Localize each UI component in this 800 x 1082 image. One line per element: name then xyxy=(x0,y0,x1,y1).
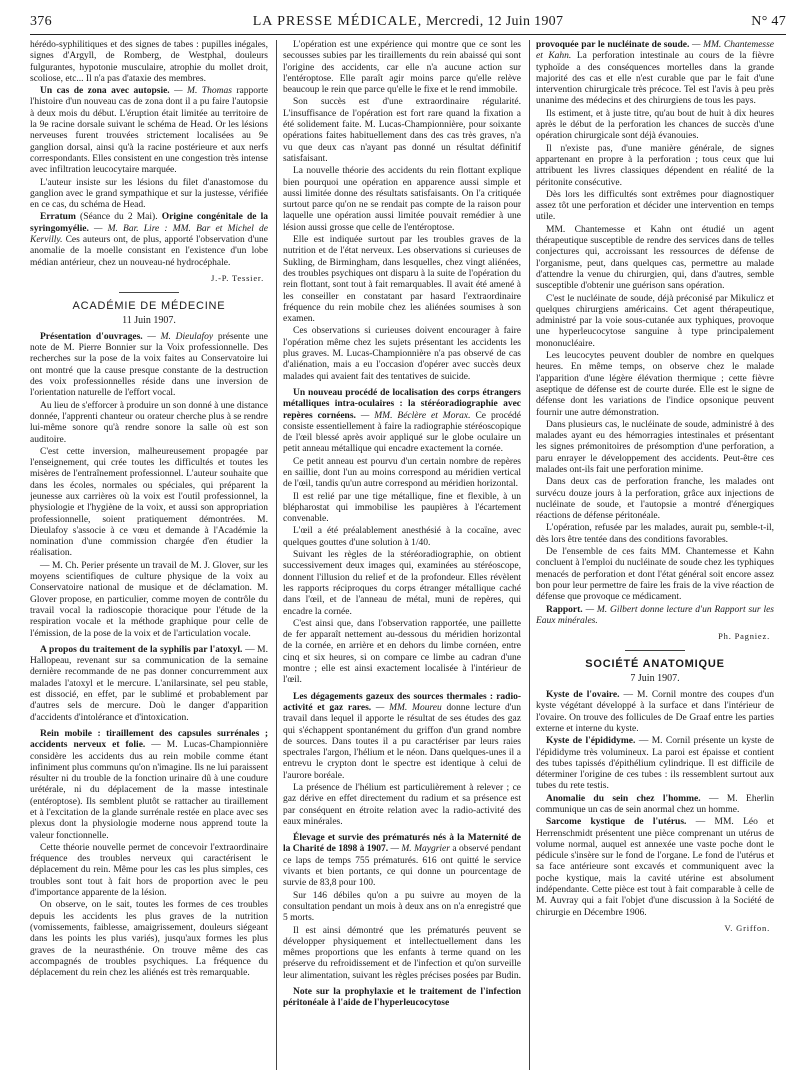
article-anomalie xyxy=(536,794,774,817)
article-erratum xyxy=(30,212,268,268)
article-kyste-epididyme xyxy=(536,736,774,792)
page-number: 376 xyxy=(30,14,52,29)
article-zona xyxy=(30,86,268,176)
article-kyste-ovaire xyxy=(536,690,774,735)
article-title: Kyste de l'épididyme. xyxy=(546,736,636,747)
paragraph: C'est cette inversion, malheureusement propagée par l'enseignement, qui crée toutes les difficultés et toutes les misères de l'entraînement professionnel. L'auteur souhaite que dans les écoles, normales ou spéciales, qui préparent la jeunesse aux carrières où la voix est l'outil professionnel, la physiologie et l'hygiène de la voix, et aussi son appropriation professionnelle, soient pratiquement démontrées. M. Dieulafoy s'associe à ce vœu et demande à l'Académie la nomination d'une commission chargée d'en étudier la réalisation. xyxy=(30,446,268,559)
journal-title: LA PRESSE MÉDICALE, xyxy=(252,14,423,29)
article-title: Les dégagements gazeux des sources thermales : radio-activité et gaz rares. xyxy=(283,691,521,713)
paragraph: Dans plusieurs cas, le nucléinate de soude, administré à des malades ayant eu des hémorragies intestinales et présentant les signes prémonitoires de présomption d'une perforation, a paru enrayer le développement des accidents. Peut-être ces malades ont-ils fait une perforation minime. xyxy=(536,419,774,475)
paragraph: Suivant les règles de la stéréoradiographie, on obtient successivement deux images qui, examinées au stéréoscope, donnent l'illusion du relief et de la profondeur. Elles révèlent les rapports réciproques du corps étranger métallique caché dans l'œil, et de l'anneau de métal, muni de repères, qui encadre la cornée. xyxy=(283,550,521,617)
article-presentation xyxy=(30,332,268,400)
paragraph: Il n'existe pas, d'une manière générale, de signes appartenant en propre à la perforation ; tous ceux que lui attribuent les livres classiques dépendent en réalité de la péritonite consécutive. xyxy=(536,143,774,188)
article-date: (Séance du 2 Mai). xyxy=(80,212,158,223)
article-author: — M. Maygrier xyxy=(390,844,450,855)
article-elevage xyxy=(283,833,521,889)
paragraph: L'opération est une expérience qui montre que ce sont les secousses subies par les tiraillements du rein abaissé qui sont l'origine des accidents, car elle n'a aucune action sur l'entéroptose. Elle paraît agir moins parce qu'elle relève beaucoup le rein que parce qu'elle le fixe et le rend immobile. xyxy=(283,40,521,96)
article-title: provoquée par le nucléinate de soude. xyxy=(536,40,690,50)
article-sarcome xyxy=(536,817,774,919)
paragraph: La présence de l'hélium est particulièrement à relever ; ce gaz dérive en effet directement du radium et sa présence est par conséquent en étroite relation avec la radio-activité des eaux minérales. xyxy=(283,783,521,827)
paragraph: Ce petit anneau est pourvu d'un certain nombre de repères en saillie, dont l'un au moins correspond au méridien vertical de l'œil, tandis qu'un autre correspond au méridien horizontal. xyxy=(283,456,521,490)
section-rule xyxy=(625,650,685,651)
issue-number: N° 47 xyxy=(751,14,786,29)
article-author: — M. Bar. Lire : MM. Bar et Michel de Kervilly. xyxy=(30,223,268,246)
article-author: — M. Thomas xyxy=(174,86,232,97)
article-title: Rein mobile : tiraillement des capsules surrénales ; accidents nerveux et folie. xyxy=(30,728,268,751)
article-text: — MM. Léo et Herrenschmidt présentent une pièce comprenant un utérus de volume normal, auquel est annexée une vaste poche dont le pédicule s'insère sur le fond de l'organe. Le fond de l'utérus et sa face antérieure sont excavés et communiquent avec la poche kystique, mais la cavité utérine est absolument indépendante. Cette pièce est tout à fait comparable à celle de M. Auvray qui a fait l'objet d'une discussion à la Société de chirurgie en Décembre 1906. xyxy=(536,817,774,918)
article-author: — MM. Chantemesse et Kahn. xyxy=(536,40,774,62)
session-date: 11 Juin 1907. xyxy=(122,314,176,326)
paragraph: Il est ainsi démontré que les prématurés peuvent se développer physiquement et intellectuellement dans les mêmes proportions que les enfants à terme quand on les préserve du refroidissement et de l'infection et qu'on surveille leur alimentation, suivant les règles précises posées par Budin. xyxy=(283,925,521,981)
paragraph: MM. Chantemesse et Kahn ont étudié un agent thérapeutique susceptible de rendre des services dans de telles conjectures qui, accroissant les ressources de défense de l'organisme, peut, dans quelques cas, permettre au malade d'attendre la venue du chirurgien, qui, dans d'autres, semble susceptible d'obtenir une guérison sans opération. xyxy=(536,224,774,292)
section-heading: SOCIÉTÉ ANATOMIQUE xyxy=(585,658,725,671)
column-2 xyxy=(283,40,521,1070)
header-rule xyxy=(30,34,786,35)
article-text: a observé pendant ce laps de temps 755 prématurés. 616 ont quitté le service vivants et bien portants, ce qui donne un pourcentage de survie de 83,8 pour 100. xyxy=(283,844,521,889)
article-text: Ces auteurs ont, de plus, apporté l'observation d'une anomalie de la moelle consistant en l'existence d'un lobe médian antérieur, chez un nouveau-né hydrocéphale. xyxy=(30,235,268,268)
section-heading: ACADÉMIE DE MÉDECINE xyxy=(72,300,226,313)
article-text: — M. Gilbert donne lecture d'un Rapport sur les Eaux minérales. xyxy=(536,604,774,626)
article-text: — M. Hallopeau, revenant sur sa communication de la semaine dernière recommande de ne pas donner concurremment aux malades l'atoxyl et le mercure. L'anilarsinate, sel peu stable, est dissocié, en effet, par le sublimé et probablement par d'autres sels de mercure. Doù le danger d'apparition d'accidents d'intolérance et d'intoxication. xyxy=(30,644,268,723)
article-gaz xyxy=(283,692,521,782)
paragraph: Cette théorie nouvelle permet de concevoir l'extraordinaire fréquence des troubles nerveux qui caractérisent le déplacement du rein. Même pour les cas les plus simples, ces troubles sont tout à fait hors de proportion avec le peu d'importance apparente de la lésion. xyxy=(30,842,268,899)
article-title: Présentation d'ouvrages. xyxy=(40,331,143,342)
column-1 xyxy=(30,40,268,1070)
paragraph: Elle est indiquée surtout par les troubles graves de la nutrition et de l'état nerveux. Les observations si curieuses de Sukling, de Birmingham, dans lesquelles, chez vingt aliénées, des troubles psychiques ont disparu à la suite de l'opération du rein flottant, sont tout à fait remarquables. Il avait été amené à les conseiller en constatant par hasard l'extraordinaire fréquence du rein mobile chez les aliénées soumises à son examen. xyxy=(283,235,521,325)
session-date: 7 Juin 1907. xyxy=(630,672,680,684)
signature: Ph. Pagniez. xyxy=(718,631,770,642)
article-title: Rapport. xyxy=(546,604,583,615)
article-text: rapporte l'histoire d'un nouveau cas de zona dont il a pu faire l'autopsie à deux mois du début. L'éruption était limitée au territoire de la 9e racine dorsale suivant le schéma de Head. Or les lésions nerveuses furent trouvées strictement localisées au 9e ganglion dorsal, ainsi qu'à la racine postérieure et aux nerfs correspondants. Elles consistent en une congestion très intense avec infiltration leucocytaire marquée. xyxy=(30,86,268,176)
article-text: Ce procédé consiste essentiellement à faire la radiographie stéréoscopique de l'œil blessé après avoir appliqué sur le globe oculaire un petit anneau métallique qui encadre exactement la cornée. xyxy=(283,410,521,455)
paragraph: Au lieu de s'efforcer à produire un son donné à une distance donnée, l'apprenti chanteur ou orateur cherche plus à se rendre lui-même sonore qu'à rendre sonore la salle où est son auditoire. xyxy=(30,400,268,445)
article-title: Kyste de l'ovaire. xyxy=(546,690,620,701)
paragraph: La nouvelle théorie des accidents du rein flottant explique bien pourquoi une opération en apparence aussi simple et aussi limitée donne des résultats satisfaisants. On l'a critiquée surtout parce qu'on ne se rendait pas compte de la raison pour laquelle une opération aussi limitée pouvait remédier à une lésion aussi grosse que celle de l'entéroptose. xyxy=(283,166,521,233)
issue-date: Mercredi, 12 Juin 1907 xyxy=(426,14,564,29)
article-author: — MM. Béclère et Morax. xyxy=(360,410,471,421)
paragraph: C'est le nucléinate de soude, déjà préconisé par Mikulicz et quelques chirurgiens américains. Cet agent thérapeutique, administré par la voie sous-cutanée aux typhiques, provoque une hyperleucocytose sanguine à type principalement mononucléaire. xyxy=(536,293,774,349)
article-title: Sarcome kystique de l'utérus. xyxy=(546,817,687,828)
article-title: Origine congénitale de la syringomyélie. xyxy=(30,212,268,234)
signature: V. Griffon. xyxy=(724,922,770,933)
paragraph: C'est ainsi que, dans l'observation rapportée, une paillette de fer apparaît nettement au-dessous du méridien horizontal de la cornée, en arrière et en dehors du limbe cornéen, entre cinq et six heures, si on compare ce limbe au cadran d'une montre ; elle est ainsi exactement localisée à l'intérieur de l'œil. xyxy=(283,618,521,686)
paragraph: — M. Ch. Perier présente un travail de M. J. Glover, sur les moyens scientifiques de culture physique de la voix au Conservatoire national de musique et de déclamation. M. Glover propose, en particulier, comme moyen de contrôle du travail vocal la radioscopie thoracique pour l'étude de la respiration vocale et la méthode graphique pour celle de l'émission, de la pose de la voix et de l'articulation vocale. xyxy=(30,560,268,639)
article-text: La perforation intestinale au cours de la fièvre typhoïde a des conséquences mortelles dans la grande majorité des cas et elle n'est curable que par le fait d'une intervention chirurgicale très précoce. Tel est l'avis à peu près unanime des médecins et des chirurgiens de tous les pays. xyxy=(536,51,774,107)
article-author: — MM. Moureu xyxy=(375,702,442,713)
article-syphilis xyxy=(30,645,268,724)
paragraph: L'opération, refusée par les malades, aurait pu, semble-t-il, dès lors être tentée dans des conditions favorables. xyxy=(536,523,774,545)
column-3 xyxy=(536,40,774,1070)
paragraph: Dès lors les difficultés sont extrêmes pour diagnostiquer assez tôt une perforation et décider une intervention en temps utile. xyxy=(536,189,774,223)
paragraph: L'œil a été préalablement anesthésié à la cocaïne, avec quelques gouttes d'une solution à 1/40. xyxy=(283,526,521,548)
article-text: présente une note de M. Pierre Bonnier sur la Voix professionnelle. Des recherches sur la pose de la voix faites au Conservatoire lui ont montré que la cause presque constante de la destruction des voix professionnelles réside dans une inversion de l'orientation naturelle de l'effort vocal. xyxy=(30,331,268,399)
article-text: — M. Lucas-Championnière considère les accidents dus au rein mobile comme étant infiniment plus communs qu'on n'imagine. Ils ne lui paraissent résulter ni du trouble de la fonction urinaire dû à une coudure urétérale, ni du déplacement de la masse intestinale (entéroptose). Ils semblent plutôt se rattacher au tiraillement et à l'excitation de la glande surrénale restée en place avec ses plexus dont la physiologie moderne nous apprend toute la valeur fonctionnelle. xyxy=(30,740,268,841)
paragraph: Les leucocytes peuvent doubler de nombre en quelques heures. En même temps, on observe chez le malade l'apparition d'une légère élévation thermique ; cette fièvre aseptique de défense est de courte durée. Elle est le signe de défense dont les variations de l'indice opsonique peuvent fournir une autre démonstration. xyxy=(536,351,774,418)
article-author: — M. Dieulafoy xyxy=(147,331,214,342)
paragraph: De l'ensemble de ces faits MM. Chantemesse et Kahn concluent à l'emploi du nucléinate de soude chez les typhiques menacés de perforation et dont l'état général soit encore assez bon pour leur permettre de faire les frais de la vive réaction de défense que provoque ce médicament. xyxy=(536,547,774,603)
column-divider xyxy=(529,40,530,1070)
section-rule xyxy=(119,292,179,293)
article-title: Anomalie du sein chez l'homme. xyxy=(546,793,701,804)
running-header xyxy=(30,14,786,32)
article-text: donne lecture d'un travail dans lequel il apporte le résultat de ses études des gaz qui s'échappent spontanément du griffon d'un grand nombre de sources. Dans toutes il a pu caractériser par leurs raies spectrales l'argon, l'hélium et le néon. Dans quelques-unes il a entrevu le crypton dont le spectre est identique à celui de l'aurore boréale. xyxy=(283,702,521,781)
paragraph: Sur 146 débiles qu'on a pu suivre au moyen de la consultation pendant un mois à deux ans on n'a enregistré que 5 morts. xyxy=(283,890,521,924)
signature: J.-P. Tessier. xyxy=(211,272,264,283)
article-text: — M. Cornil montre des coupes d'un kyste végétant développé à la surface et dans l'intérieur de l'ovaire. On trouve des follicules de De Graaf entre les parties externe et interne du kyste. xyxy=(536,690,774,734)
article-title: Un cas de zona avec autopsie. xyxy=(40,86,170,97)
article-note xyxy=(536,40,774,108)
paragraph: On observe, on le sait, toutes les formes de ces troubles depuis les accidents les plus graves de la nutrition (vomissements, faiblesse, amaigrissement, douleurs siégeant dans les points les plus variés), jusqu'aux formes les plus graves de la neurasthénie. On trouve même des cas accompagnés de troubles psychiques. La fréquence du déplacement du rein chez les aliénés est très remarquable. xyxy=(30,900,268,979)
article-localisation xyxy=(283,388,521,456)
journal-header xyxy=(30,14,786,30)
paragraph: Dans deux cas de perforation franche, les malades ont survécu douze jours à la perforation, grâce aux injections de nucléinate de soude, et l'autopsie a montré d'énergiques réactions de défense péritonéale. xyxy=(536,477,774,522)
article-text: — M. Cornil présente un kyste de l'épididyme très volumineux. La paroi est épaisse et contient des tubes tapissés d'épithélium cylindrique. Il est difficile de déterminer l'origine de ces tubes : ils ressemblent surtout aux tubes du rete testis. xyxy=(536,736,774,792)
article-title: Élevage et survie des prématurés nés à la Maternité de la Charité de 1898 à 1907. xyxy=(283,833,521,855)
article-text: — M. Eherlin communique un cas de sein anormal chez un homme. xyxy=(536,793,774,815)
paragraph: Il est relié par une tige métallique, fine et flexible, à un blépharostat qui immobilise les paupières à l'écartement convenable. xyxy=(283,491,521,525)
paragraph: L'auteur insiste sur les lésions du filet d'anastomose du ganglion avec le grand sympathique et sur la justesse, vérifiée en ce cas, du schéma de Head. xyxy=(30,177,268,211)
article-title: Un nouveau procédé de localisation des corps étrangers métalliques intra-oculaires : la stéréoradiographie avec repères cornéens. xyxy=(283,387,521,421)
paragraph: hérédo-syphilitiques et des signes de tabes : pupilles inégales, signes d'Argyll, de Romberg, de Westphal, douleurs fulgurantes, hypotonie musculaire, atrophie du mollet droit, scoliose, etc... Il n'a pas d'ataxie des membres. xyxy=(30,40,268,84)
article-title: Note sur la prophylaxie et le traitement de l'infection péritonéale à l'aide de l'hyperleucocytose xyxy=(283,987,521,1009)
paragraph: Ces observations si curieuses doivent encourager à faire l'opération même chez les sujets présentant les accidents les plus graves. M. Lucas-Championnière n'a pas observé de cas d'aliénation, mais a eu l'occasion d'opérer avec succès deux malades qui avaient fait des tentatives de suicide. xyxy=(283,326,521,382)
paragraph: Ils estiment, et à juste titre, qu'au bout de huit à dix heures après le début de la perforation les chances de succès d'une opération chirurgicale sont déjà évanouies. xyxy=(536,108,774,142)
article-title: Erratum xyxy=(40,212,76,223)
article-title: A propos du traitement de la syphilis par l'atoxyl. xyxy=(40,644,243,655)
article-rapport xyxy=(536,605,774,628)
column-divider xyxy=(276,40,277,1070)
paragraph: Son succès est d'une extraordinaire régularité. L'insuffisance de l'opération est fort rare quand la fixation a été solidement faite. M. Lucas-Championnière, pour soixante opérations faites habituellement dans des cas très graves, n'a vu que deux cas n'ayant pas donné un résultat définitif satisfaisant. xyxy=(283,97,521,164)
article-rein xyxy=(30,729,268,842)
